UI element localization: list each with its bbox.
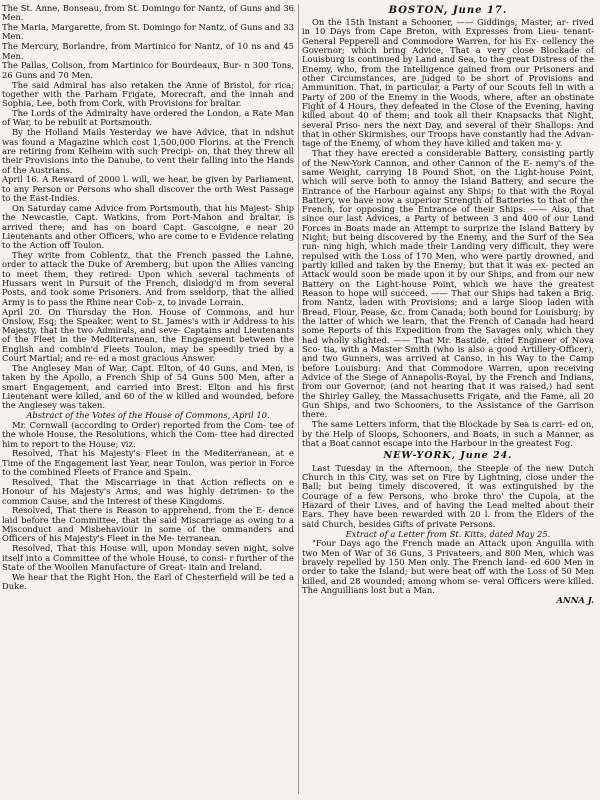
paragraph: We hear that the Right Hon. the Earl of Chesterfield will be ted a Duke. <box>2 571 294 592</box>
right-column <box>302 4 594 796</box>
left-column <box>2 4 294 796</box>
paragraph: That they have erected a considerable Battery, consisting partly of the New-York Cannon, and other Cannon of the E- nemy's of the same Weight, carrying 18 Pound Shot, on the Light-house Point, which will serve both to annoy the Island Battery, and secure the Entrance of the Harbour against any Ships; to that with the Royal Battery, we have now a superior Strength of Batteries to that of the French, for opposing the Entrance of their Ships. —— Also, that since our last Advices, a Party of between 3 and 400 of our Land Forces in Boats made an Attempt to surprize the Island Battery by Night; but being discovered by the Enemy, and the Surf of the Sea run- ning high, which made their Landing very difficult, they were repulsed with the Loss of 170 Men, who were partly drowned, and partly killed and taken by the Enemy; but that it was ex- pected an Attack would soon be made upon it by our Ships, and from our new Battery on the Light-house Point, which we have the greatest Reason to hope will succeed. —— That our Ships had taken a Brig. from Nantz, laden with Provisions; and a large Sloop laden with Bread, Flour, Pease, &c. from Canada; both bound for Louisburg; by the latter of which we learn, that the French of Canada had heard some Reports of this Expedition from the Savages only, which they had wholly slighted. —— That Mr. Bastide, chief Engineer of Nova Sco- tia, with a Master Smith (who is also a good Artillery-Officer), and two Gunners, was arrived at Canso, in his Way to the Camp before Louisburg: And that Commodore Warren, upon receiving Advice of the Siege of Annapolis-Royal, by the French and Indians, from our Governor, (and not hearing that it was raised,) had sent the Shirley Galley, the Massachusetts Frigate, and the Fame, all 20 Gun Ships, and two Schooners, to the Assistance of the Garrison there. <box>302 148 594 420</box>
paragraph: Resolved, That the Miscarriage in that Action reflects on e Honour of his Majesty's Arms, and was highly detrimen- to the common Cause, and the Interest of these Kingdoms. <box>2 476 294 506</box>
new-york-article <box>302 464 594 529</box>
letter-heading: Extract of a Letter from St. Kitts, dated May 25. <box>345 528 551 539</box>
paragraph: The Mercury, Borlandre, from Martinico for Nantz, of 10 ns and 45 Men. <box>2 41 294 61</box>
column-rule <box>298 4 299 794</box>
paragraph: The Anglesey Man of War, Capt. Elton, of 40 Guns, and Men, is taken by the Apollo, a French Ship of 54 Guns 500 Men, after a smart Engagement, and carried into Brest. Elton and his first Lieutenant were killed, and 60 of the w killed and wounded, before the Anglesey was taken. <box>2 362 294 411</box>
votes-subheading: Abstract of the Votes of the House of Commons, April 10. <box>26 410 270 421</box>
paragraph: By the Holland Mails Yesterday we have Advice, that in ndshut was found a Magazine which cost 1,500,000 Florins. at the French are retiring from Kelheim with such Precipi- on, that they threw all their Provisions into the Danube, to vent their falling into the Hands of the Austrians. <box>2 127 294 175</box>
paragraph: The Lords of the Admiralty have ordered the London, a Rate Man of War, to be rebuilt at Portsmouth. <box>2 108 294 128</box>
paragraph: Last Tuesday in the Afternoon, the Steeple of the new Dutch Church in this City, was set on Fire by Lightning, close under the Ball; but being timely discovered, it was extinguished by the Courage of a few Persons, who broke thro' the Cupola, at the Hazard of their Lives, and of having the Lead melted about their Ears. They have been rewarded with 20 l. from the Elders of the said Church, besides Gifts of private Persons. <box>302 462 594 529</box>
paragraph: On the 15th Instant a Schooner, —— Giddings, Master, ar- rived in 10 Days from Cape Breton, with Expresses from Lieu- tenant-General Pepperell and Commodore Warren, for his Ex- cellency the Governor; which bring Advice, That a very close Blockade of Louisburg is continued by Land and Sea, to the great Distress of the Enemy, who, from the Intelligence gained from our Prisoners and other Circumstances, are judged to be short of Provisions and Ammunition. That, in particular, a Party of our Scouts fell in with a Party of 200 of the Enemy in the Woods, where, after an obstinate Fight of 4 Hours, they defeated in the Close of the Evening, having killed about 40 of them; and took all their Knapsacks that Night, several Priso- ners the next Day, and several of their Shallops: And that in other Skirmishes, our Troops have constantly had the Advan- tage of the Enemy, of whom they have killed and taken ma- y. <box>302 17 594 149</box>
st-kitts-letter <box>302 539 594 595</box>
boston-article <box>302 18 594 448</box>
paragraph: The said Admiral has also retaken the Anne of Bristol, for rica; together with the Parham Frigate, Morecraft, and the innah and Sophia, Lee, both from Cork, with Provisions for braltar. <box>2 79 294 109</box>
paragraph: April 16. A Reward of 2000 l. will, we hear, be given by Parliament, to any Person or Persons who shall discover the orth West Passage to the East-Indies. <box>2 174 294 204</box>
boston-dateline: BOSTON, June 17. <box>388 5 508 16</box>
paragraph: They write from Coblentz, that the French passed the Lahne, order to attack the Duke of Aremberg; but upon the Allies vancing to meet them, they retired: Upon which several tachments of Hussars went in Pursuit of the French, dislodg'd m from several Posts, and took some Prisoners. And from sseldorp, that the allied Army is to pass the Rhine near Cob- z, to invade Lorrain. <box>2 250 294 307</box>
paragraph: Resolved, That his Majesty's Fleet in the Mediterranean, at e Time of the Engagement last Year, near Toulon, was perior in Force to the combined Fleets of France and Spain. <box>2 448 294 478</box>
paragraph: "Four Days ago the French made an Attack upon Anguilla with two Men of War of 36 Guns, 3 Privateers, and 800 Men, which was bravely repelled by 150 Men only. The French land- ed 600 Men in order to take the Island; but were beat off with the Loss of 50 Men killed, and 28 wounded; among whom se- veral Officers were killed. The Anguillians lost but a Man. <box>302 538 594 595</box>
paragraph: The Pallas, Colison, from Martinico for Bourdeaux, Bur- n 300 Tons, 26 Guns and 70 Men. <box>2 60 294 80</box>
paragraph: On Saturday came Advice from Portsmouth, that his Majest- Ship the Newcastle, Capt. Watkins, from Port-Mahon and braltar, is arrived there; and has on board Capt. Gascoigne, e near 20 Lieutenants and other Officers, who are come to e Evidence relating to the Action off Toulon. <box>2 202 294 251</box>
paragraph: Resolved, That there is Reason to apprehend, from the E- dence laid before the Committee, that the said Miscarriage as owing to a Misconduct and Misbehaviour in some of the ommanders and Officers of his Majesty's Fleet in the Me- terranean. <box>2 505 294 544</box>
new-york-dateline: NEW-YORK, June 24. <box>383 450 513 462</box>
signature: ANNA J. <box>556 595 594 606</box>
paragraph: April 20. On Thursday the Hon. House of Commons, and hur Onslow, Esq; the Speaker, went to St. James's with ir Address to his Majesty, that the two Admirals, and seve- Captains and Lieutenants of the Fleet in the Mediterranean, the Engagement between the English and combin'd Fleets Toulon, may be speedily tried by a Court Martial; and re- ed a most gracious Answer. <box>2 306 294 364</box>
paragraph: Mr. Cornwall (according to Order) reported from the Com- tee of the whole House, the Resolutions, which the Com- ttee had directed him to report to the House; viz. <box>2 419 294 449</box>
paragraph: Resolved, That this House will, upon Monday seven night, solve itself into a Committee of the whole House, to consi- r further of the State of the Woollen Manufacture of Great- itain and Ireland. <box>2 543 294 572</box>
paragraph: The same Letters inform, that the Blockade by Sea is carri- ed on, by the Help of Sloops, Schooners, and Boats, in such a Manner, as that a Boat cannot escape into the Harbour in the greatest Fog. <box>302 419 594 448</box>
paragraph: The St. Anne, Bonseau, from St. Domingo for Nantz, of Guns and 36 Men. <box>2 4 294 23</box>
paragraph: The Maria, Margarette, from St. Domingo for Nantz, of Guns and 33 Men. <box>2 22 294 42</box>
